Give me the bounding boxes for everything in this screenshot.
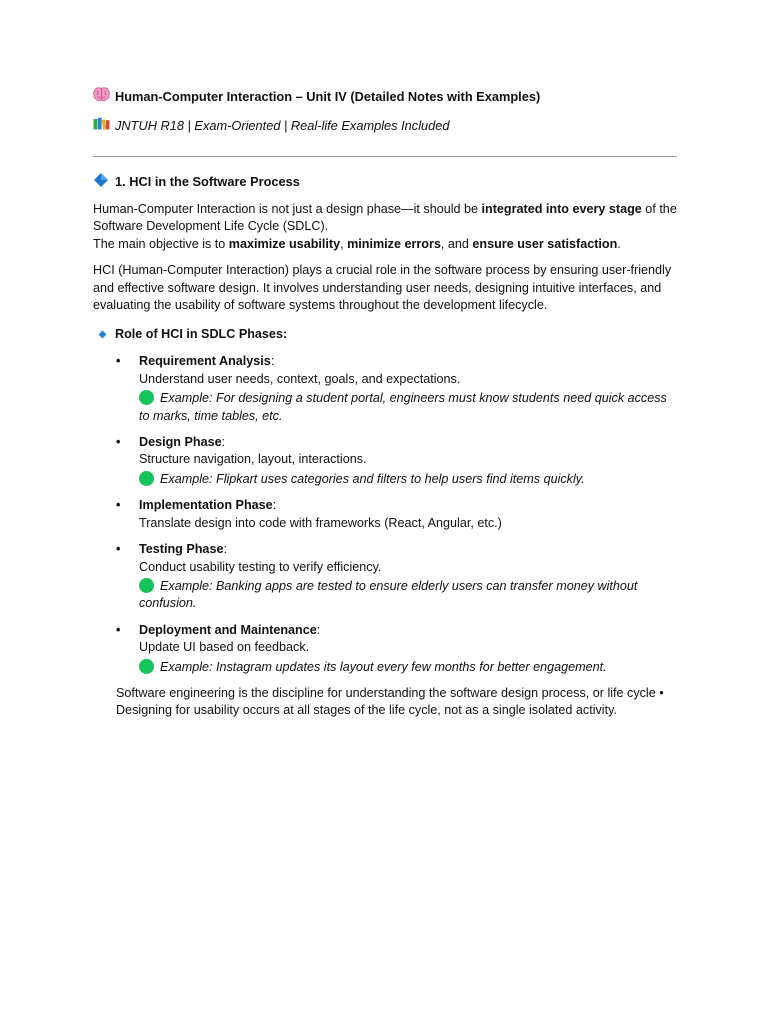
phase-colon: : [223,542,227,557]
phase-colon: : [272,498,277,513]
phase-example [139,659,677,676]
green-circle-icon [139,659,154,674]
phase-colon: : [221,435,226,450]
phase-example [139,390,677,425]
list-item [116,497,677,532]
brain-icon [93,87,115,106]
document-title-text: Human-Computer Interaction – Unit IV (Detailed Notes with Examples) [115,89,541,105]
bullet: • [116,354,121,369]
phase-example-text: Example: Flipkart uses categories and filters to help users find items quickly. [160,471,585,486]
phase-example-text: Example: Banking apps are tested to ensure elderly users can transfer money without confusion. [139,578,638,611]
closing-paragraph: Software engineering is the discipline for understanding the software design process, or life cycle • Designing for usability occurs at all stages of the life cycle, not as a single isolated activity. [116,685,664,718]
phase-description: Update UI based on feedback. [139,640,310,655]
intro-emphasis: integrated into every stage [481,202,642,216]
intro-text: The main objective is to [93,236,229,251]
bullet: • [116,622,121,637]
list-item [116,434,677,488]
intro-emphasis: minimize errors [347,236,441,251]
green-circle-icon [139,471,154,486]
phase-description: Structure navigation, layout, interactions. [139,452,367,467]
small-blue-diamond-icon [93,324,115,344]
phase-name: Deployment and Maintenance [139,622,317,637]
phase-colon: : [316,622,321,637]
document-title [93,86,677,108]
intro-text: , [340,236,348,251]
phase-example [139,578,677,613]
green-circle-icon [139,390,154,405]
phase-description: Conduct usability testing to verify efficiency. [139,559,382,574]
intro-text: , and [440,236,473,251]
phase-name: Implementation Phase [139,498,273,513]
sdlc-role-heading-text: Role of HCI in SDLC Phases: [115,326,288,341]
intro-text: . [617,236,621,251]
section-heading-text: 1. HCI in the Software Process [115,174,300,190]
phase-name: Design Phase [139,435,222,450]
bullet: • [116,542,121,557]
list-item [116,353,677,425]
document-subtitle-text: JNTUH R18 | Exam-Oriented | Real-life Examples Included [115,118,450,134]
horizontal-divider [93,156,677,157]
phase-example [139,471,677,488]
phase-name: Requirement Analysis [139,354,271,369]
intro-emphasis: maximize usability [228,236,341,251]
bullet: • [116,498,121,513]
hci-role-paragraph: HCI (Human-Computer Interaction) plays a crucial role in the software process by ensuring user-friendly and effective software design. It involves understanding user needs, designing intuitive interfaces, and evaluating the usability of software systems throughout the development lifecycle. [93,263,672,313]
phase-description: Understand user needs, context, goals, and expectations. [139,371,461,386]
document-page [93,86,677,720]
intro-text: Human-Computer Interaction is not just a design phase—it should be [93,202,482,216]
list-item [116,622,677,676]
phase-colon: : [270,354,275,369]
phase-example-text: Example: For designing a student portal, engineers must know students need quick access to marks, time tables, etc. [139,391,667,423]
books-icon [93,117,115,134]
section-heading [93,171,677,193]
document-subtitle [93,115,677,137]
intro-paragraph [93,201,677,253]
green-circle-icon [139,578,154,593]
blue-diamond-icon [93,172,115,192]
phase-example-text: Example: Instagram updates its layout every few months for better engagement. [160,659,607,674]
phase-description: Translate design into code with frameworks (React, Angular, etc.) [139,515,502,530]
intro-emphasis: ensure user satisfaction [472,236,618,251]
list-item [116,541,677,613]
phase-name: Testing Phase [139,542,224,557]
bullet: • [116,435,121,450]
sdlc-role-heading [93,324,677,344]
intro-text: of the Software Development Life Cycle (SDLC). [93,202,677,234]
sdlc-phase-list [93,353,677,676]
